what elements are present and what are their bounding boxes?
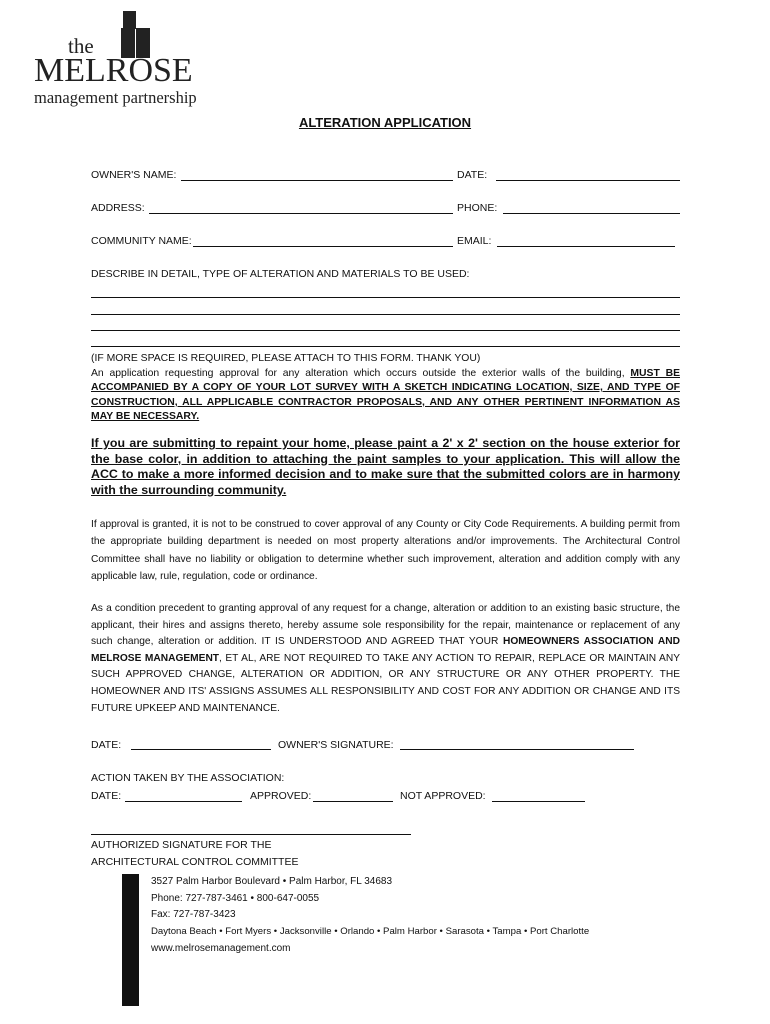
authorized-line-2: ARCHITECTURAL CONTROL COMMITTEE <box>91 856 299 868</box>
condition-text-2: , ET AL, ARE NOT REQUIRED TO TAKE ANY ACTION TO REPAIR, REPLACE OR MAINTAIN ANY SUCH APPROVED CHANGE, ALTERATION OR ADDITION, OR ANY STRUCTURE OR ANY OTHER PROPERTY. THE HOMEOWNER AND ITS' ASSIGNS ASSUMES ALL RESPONSIBILITY AND COST FOR ANY ADDITION OR CHANGE AND ITS FUTURE UPKEEP AND MAINTENANCE. <box>91 652 681 714</box>
page-title: ALTERATION APPLICATION <box>298 115 472 130</box>
repaint-instructions: If you are submitting to repaint your home, please paint a 2' x 2' section on the house exterior for the base color, in addition to attaching the paint samples to your application. This will allow the ACC to make a more informed decision and to make sure that the submitted colors are in harmony with the surrounding community. <box>91 436 680 497</box>
footer-address: 3527 Palm Harbor Boulevard • Palm Harbor, FL 34683 <box>151 876 393 887</box>
community-name-label: COMMUNITY NAME: <box>91 235 192 247</box>
company-logo <box>30 8 220 107</box>
condition-bold: HOMEOWNERS ASSOCIATION AND MELROSE MANAGEMENT <box>91 636 681 664</box>
lot-survey-note <box>91 352 680 425</box>
community-name-field[interactable] <box>193 246 453 247</box>
describe-line-3[interactable] <box>91 330 680 331</box>
logo-square-top <box>123 11 136 29</box>
address-label: ADDRESS: <box>91 202 145 214</box>
signature-date-label: DATE: <box>91 739 122 751</box>
owner-signature-label: OWNER'S SIGNATURE: <box>278 739 394 751</box>
approved-label: APPROVED: <box>250 790 312 802</box>
owner-name-label: OWNER'S NAME: <box>91 169 177 181</box>
footer-phone: Phone: 727-787-3461 • 800-647-0055 <box>151 893 320 904</box>
condition-paragraph <box>91 601 680 717</box>
note-line-2: An application requesting approval for any alteration which occurs outside the exterior walls of the building, <box>91 367 631 379</box>
footer-fax: Fax: 727-787-3423 <box>151 909 236 920</box>
owner-name-field[interactable] <box>181 180 453 181</box>
email-label: EMAIL: <box>457 235 492 247</box>
date-label: DATE: <box>457 169 488 181</box>
condition-text-1: As a condition precedent to granting approval of any request for a change, alteration or addition to an existing basic structure, the applicant, their hires and assigns thereto, hereby assume sole responsibility for the repair, maintenance or replacement of any such change, alteration or addition. IT IS UNDERSTOOD AND AGREED THAT YOUR <box>91 603 680 648</box>
footer-cities: Daytona Beach • Fort Myers • Jacksonville • Orlando • Palm Harbor • Sarasota • Tampa • Port Charlotte <box>151 926 590 937</box>
action-heading: ACTION TAKEN BY THE ASSOCIATION: <box>91 772 285 784</box>
describe-line-2[interactable] <box>91 314 680 315</box>
phone-label: PHONE: <box>457 202 498 214</box>
footer-bar <box>122 874 139 1006</box>
describe-label: DESCRIBE IN DETAIL, TYPE OF ALTERATION AND MATERIALS TO BE USED: <box>91 268 470 280</box>
email-field[interactable] <box>497 246 675 247</box>
phone-field[interactable] <box>503 213 680 214</box>
authorized-line-1: AUTHORIZED SIGNATURE FOR THE <box>91 839 272 851</box>
note-requirement: MUST BE ACCOMPANIED BY A COPY OF YOUR LOT SURVEY WITH A SKETCH INDICATING LOCATION, SIZE, AND TYPE OF CONSTRUCTION, ALL APPLICABLE CONTRACTOR PROPOSALS, AND ANY OTHER PERTINENT INFORMATION AS MAY BE NECESSARY. <box>91 367 680 422</box>
signature-date-field[interactable] <box>131 749 271 750</box>
approval-paragraph: If approval is granted, it is not to be construed to cover approval of any County or City Code Requirements. A building permit from the appropriate building department is needed on most property alterations and/or improvements. The Architectural Control Committee shall have no liability or obligation to determine whether such improvement, alteration and addition comply with any applicable law, rule, regulation, code or ordinance. <box>91 519 680 583</box>
authorized-signature-field[interactable] <box>91 834 411 835</box>
footer-web: www.melrosemanagement.com <box>151 943 291 954</box>
logo-the: the <box>68 34 94 58</box>
action-date-field[interactable] <box>125 801 242 802</box>
note-line-1: (IF MORE SPACE IS REQUIRED, PLEASE ATTACH TO THIS FORM. THANK YOU) <box>91 353 481 364</box>
owner-signature-field[interactable] <box>400 749 634 750</box>
logo-melrose: MELROSE <box>34 52 193 89</box>
describe-line-1[interactable] <box>91 297 680 298</box>
address-field[interactable] <box>149 213 453 214</box>
date-field[interactable] <box>496 180 680 181</box>
not-approved-label: NOT APPROVED: <box>400 790 486 802</box>
approved-field[interactable] <box>313 801 393 802</box>
action-date-label: DATE: <box>91 790 122 802</box>
describe-line-4[interactable] <box>91 346 680 347</box>
not-approved-field[interactable] <box>492 801 585 802</box>
logo-tagline: management partnership <box>34 88 197 107</box>
